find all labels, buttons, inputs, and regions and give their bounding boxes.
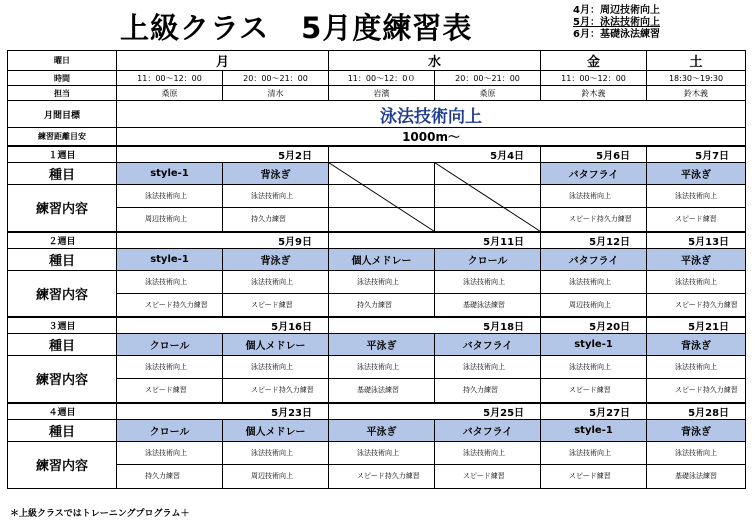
content-cell: スピード練習 [541, 464, 647, 488]
content-cell: 泳法技術向上 [647, 270, 746, 293]
content-cell: 泳法技術向上 [541, 441, 647, 464]
distance-row [8, 128, 746, 147]
content-cell: 泳法技術向上 [647, 441, 746, 464]
event-cell: バタフライ [541, 163, 647, 185]
content-row [8, 270, 746, 293]
title-month: 5月度練習表 [301, 11, 473, 45]
content-cell: 泳法技術向上 [541, 270, 647, 293]
event-cell: 平泳ぎ [647, 248, 746, 270]
monthly-themes [573, 5, 660, 41]
event-cell: クロール [117, 419, 223, 441]
event-label: 種目 [8, 163, 117, 185]
content-row [8, 379, 746, 403]
content-cell: 泳法技術向上 [329, 356, 435, 379]
time-cell: 11：00～12：00 [541, 71, 647, 86]
content-cell: 泳法技術向上 [117, 441, 223, 464]
content-cell: スピード練習 [223, 293, 329, 317]
week-date-row [8, 317, 746, 334]
content-row [8, 441, 746, 464]
time-row [8, 71, 746, 86]
content-cell: 泳法技術向上 [223, 185, 329, 208]
content-row [8, 464, 746, 488]
empty-cell [329, 163, 435, 185]
coach-cell: 桑原 [117, 86, 223, 101]
date-cell: 5月9日 [117, 232, 329, 249]
content-label: 練習内容 [8, 185, 117, 232]
coach-cell: 岩濱 [329, 86, 435, 101]
goal-row [8, 101, 746, 128]
event-cell: 背泳ぎ [647, 334, 746, 356]
date-cell: 5月16日 [117, 317, 329, 334]
content-cell: 泳法技術向上 [329, 270, 435, 293]
coach-cell: 清水 [223, 86, 329, 101]
content-label: 練習内容 [8, 356, 117, 403]
content-cell: スピード持久力練習 [541, 208, 647, 232]
content-cell: スピード練習 [541, 379, 647, 403]
content-cell: 持久力練習 [117, 464, 223, 488]
content-cell: 基礎泳法練習 [329, 379, 435, 403]
event-cell: style-1 [541, 419, 647, 441]
time-cell: 11：00～12：00 [117, 71, 223, 86]
content-cell: 泳法技術向上 [223, 270, 329, 293]
event-cell: style-1 [117, 163, 223, 185]
date-cell: 5月11日 [329, 232, 541, 249]
empty-cell [329, 208, 435, 232]
event-cell: 背泳ぎ [223, 163, 329, 185]
date-cell: 5月18日 [329, 317, 541, 334]
event-cell: クロール [435, 248, 541, 270]
date-cell: 5月25日 [329, 403, 541, 420]
day-fri: 金 [541, 51, 647, 71]
event-cell: 背泳ぎ [647, 419, 746, 441]
theme-june: 6月：基礎泳法練習 [573, 29, 660, 40]
event-cell: style-1 [541, 334, 647, 356]
content-row [8, 185, 746, 208]
goal-label: 月間目標 [8, 101, 117, 128]
event-cell: 平泳ぎ [329, 334, 435, 356]
date-cell: 5月7日 [647, 146, 746, 163]
content-cell: 泳法技術向上 [117, 185, 223, 208]
distance-label: 練習距離目安 [8, 128, 117, 147]
content-cell: 周辺技術向上 [117, 208, 223, 232]
content-row [8, 356, 746, 379]
coach-cell: 桑原 [435, 86, 541, 101]
event-cell: バタフライ [435, 334, 541, 356]
event-cell: 平泳ぎ [329, 419, 435, 441]
event-cell: 平泳ぎ [647, 163, 746, 185]
content-cell: 泳法技術向上 [435, 441, 541, 464]
content-row [8, 293, 746, 317]
event-cell: 個人メドレー [223, 419, 329, 441]
theme-april: 4月：周辺技術向上 [573, 5, 660, 16]
content-cell: スピード持久力練習 [117, 293, 223, 317]
theme-may: 5月：泳法技術向上 [573, 17, 660, 28]
event-row [8, 419, 746, 441]
date-cell: 5月28日 [647, 403, 746, 420]
event-cell: 個人メドレー [329, 248, 435, 270]
date-cell: 5月27日 [541, 403, 647, 420]
distance-text: 1000m～ [117, 128, 746, 147]
event-row [8, 163, 746, 185]
day-sat: 土 [647, 51, 746, 71]
footnote: ＊上級クラスではトレーニングプログラム＋ [10, 509, 190, 519]
date-cell: 5月6日 [541, 146, 647, 163]
empty-cell [435, 208, 541, 232]
date-cell: 5月4日 [329, 146, 541, 163]
content-cell: スピード練習 [435, 464, 541, 488]
event-cell: バタフライ [435, 419, 541, 441]
week-label: ２週目 [8, 232, 117, 249]
content-row [8, 208, 746, 232]
content-cell: 泳法技術向上 [223, 441, 329, 464]
day-wed: 水 [329, 51, 541, 71]
time-cell: 11：00～12：0０ [329, 71, 435, 86]
goal-text: 泳法技術向上 [117, 101, 746, 128]
content-cell: 泳法技術向上 [541, 356, 647, 379]
coach-cell: 鈴木義 [647, 86, 746, 101]
content-cell: スピード持久力練習 [223, 379, 329, 403]
event-cell: 個人メドレー [223, 334, 329, 356]
event-cell: クロール [117, 334, 223, 356]
week-date-row [8, 232, 746, 249]
event-label: 種目 [8, 419, 117, 441]
content-cell: 周辺技術向上 [223, 464, 329, 488]
week-label: １週目 [8, 146, 117, 163]
date-cell: 5月20日 [541, 317, 647, 334]
event-cell: 背泳ぎ [223, 248, 329, 270]
empty-cell [435, 185, 541, 208]
content-cell: 基礎泳法練習 [647, 464, 746, 488]
event-label: 種目 [8, 248, 117, 270]
day-row [8, 51, 746, 71]
event-cell: style-1 [117, 248, 223, 270]
title-class: 上級クラス [120, 11, 270, 45]
content-cell: 基礎泳法練習 [435, 293, 541, 317]
week-date-row [8, 403, 746, 420]
date-cell: 5月2日 [117, 146, 329, 163]
coach-cell: 鈴木義 [541, 86, 647, 101]
content-cell: 持久力練習 [223, 208, 329, 232]
content-cell: 泳法技術向上 [435, 270, 541, 293]
content-cell: 泳法技術向上 [117, 270, 223, 293]
content-cell: 持久力練習 [435, 379, 541, 403]
event-label: 種目 [8, 334, 117, 356]
content-cell: 泳法技術向上 [647, 185, 746, 208]
day-label: 曜日 [8, 51, 117, 71]
coach-row [8, 86, 746, 101]
content-cell: スピード持久力練習 [647, 293, 746, 317]
time-cell: 20：00～21：00 [223, 71, 329, 86]
event-row [8, 248, 746, 270]
time-cell: 20：00～21：00 [435, 71, 541, 86]
date-cell: 5月13日 [647, 232, 746, 249]
content-cell: スピード持久力練習 [329, 464, 435, 488]
content-cell: スピード持久力練習 [647, 379, 746, 403]
content-cell: 泳法技術向上 [435, 356, 541, 379]
content-label: 練習内容 [8, 270, 117, 317]
event-cell: バタフライ [541, 248, 647, 270]
week-label: ３週目 [8, 317, 117, 334]
day-mon: 月 [117, 51, 329, 71]
schedule-table [7, 50, 746, 489]
content-cell: 持久力練習 [329, 293, 435, 317]
date-cell: 5月23日 [117, 403, 329, 420]
empty-cell [329, 185, 435, 208]
coach-label: 担当 [8, 86, 117, 101]
content-cell: 泳法技術向上 [117, 356, 223, 379]
content-cell: 泳法技術向上 [223, 356, 329, 379]
content-cell: スピード練習 [117, 379, 223, 403]
event-row [8, 334, 746, 356]
empty-cell [435, 163, 541, 185]
content-label: 練習内容 [8, 441, 117, 488]
content-cell: 泳法技術向上 [647, 356, 746, 379]
week-date-row [8, 146, 746, 163]
content-cell: スピード練習 [647, 208, 746, 232]
content-cell: 泳法技術向上 [329, 441, 435, 464]
content-cell: 泳法技術向上 [541, 185, 647, 208]
date-cell: 5月21日 [647, 317, 746, 334]
time-cell: 18:30～19:30 [647, 71, 746, 86]
week-label: ４週目 [8, 403, 117, 420]
page-title [120, 6, 472, 47]
content-cell: 周辺技術向上 [541, 293, 647, 317]
time-label: 時間 [8, 71, 117, 86]
date-cell: 5月12日 [541, 232, 647, 249]
